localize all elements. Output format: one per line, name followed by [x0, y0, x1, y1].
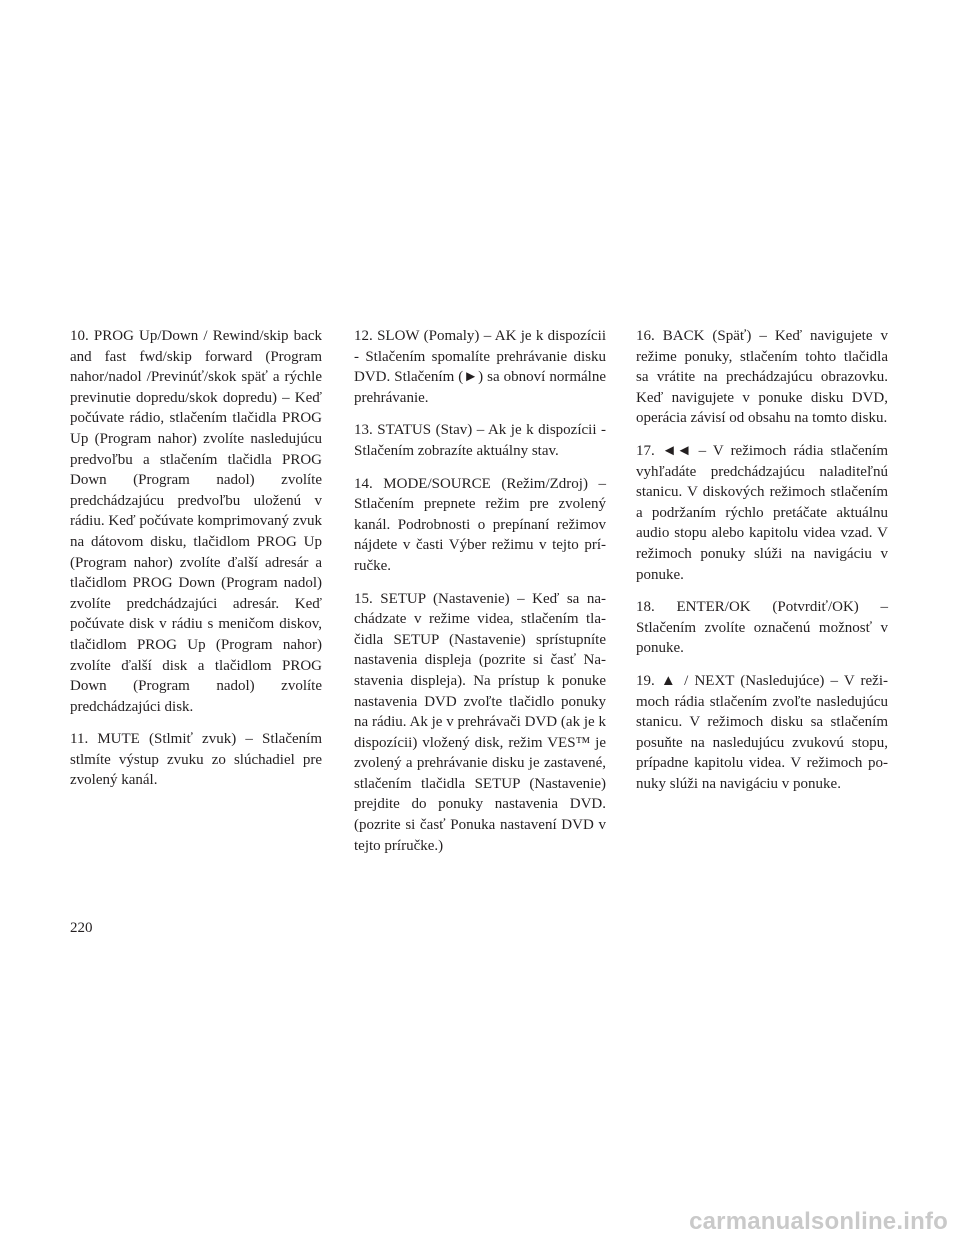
page-number: 220 — [70, 920, 93, 936]
item-13-status: 13. STATUS (Stav) – Ak je k dispozícii - Stlačením zobrazíte aktuálny stav. — [354, 422, 606, 459]
watermark-text: carmanualsonline.info — [689, 1208, 948, 1235]
item-16-back: 16. BACK (Späť) – Keď navigujete v režime ponuky, stlačením tohto tlačidla sa vrátite na prechádzajúcu obrazovku. Keď navigujete v ponuke disku DVD, operácia závisí od obsahu na tomto disku. — [636, 328, 888, 427]
item-15-setup: 15. SETUP (Nastavenie) – Keď sa nachádzate v režime videa, stlačením tlačidla SETUP (Nastavenie) sprístupníte nastavenia displeja (pozrite si časť Nastavenia displeja). Na prístup k ponuke nastavenia DVD zvoľte tlačidlo ponuky na rádiu. Ak je v prehrávači DVD (ak je k dispozícii) vložený disk, režim VES™ je zvolený a prehrávanie disku je zastavené, stlačením tlačidla SETUP (Nastavenie) prejdite do ponuky nastavenia DVD. (pozrite si časť Ponuka nastavení DVD v tejto príručke.) — [354, 590, 606, 854]
item-10-prog-up-down: 10. PROG Up/Down / Rewind/skip back and fast fwd/skip forward (Program nahor/nadol /Previnúť/skok späť a rýchle previnutie dopredu/skok dopredu) – Keď počúvate rádio, stlačením tlačidla PROG Up (Program nahor) zvolíte nasledujúcu predvoľbu a stlačením tlačidla PROG Down (Program nadol) zvolíte predchádzajúcu predvoľbu uloženú v rádiu. Keď počúvate komprimovaný zvuk na dátovom disku, tlačidlom PROG Up (Program nahor) zvolíte ďalší adresár a tlačidlom PROG Down (Program nadol) zvolíte predchádzajúci adresár. Keď počúvate disk v rádiu s meničom diskov, tlačidlom PROG Up (Program nahor) zvolíte ďalší disk a tlačidlom PROG Down (Program nadol) zvolíte predchádzajúci disk. — [70, 328, 322, 715]
text-column-3 — [636, 326, 888, 806]
item-14-mode-source: 14. MODE/SOURCE (Režim/Zdroj) – Stlačením prepnete režim pre zvolený kanál. Podrobnosti o prepínaní režimov nájdete v časti Výber režimu v tejto príručke. — [354, 475, 606, 574]
text-column-2 — [354, 326, 606, 868]
item-18-enter-ok: 18. ENTER/OK (Potvrdiť/OK) – Stlačením zvolíte označenú možnosť v ponuke. — [636, 599, 888, 657]
item-19-next: 19. ▲ / NEXT (Nasledujúce) – V režimoch rádia stlačením zvoľte nasledujúcu stanicu. V režimoch disku sa stlačením posuňte na nasledujúcu zvukovú stopu, prípadne kapitolu videa. V režimoch ponuky slúži na navigáciu v ponuke. — [636, 672, 888, 792]
item-12-slow: 12. SLOW (Pomaly) – AK je k dispozícii - Stlačením spomalíte prehrávanie disku DVD. Stlačením (►) sa obnoví normálne prehrávanie. — [354, 328, 606, 406]
item-11-mute: 11. MUTE (Stlmiť zvuk) – Stlačením stlmíte výstup zvuku zo slúchadiel pre zvolený kanál. — [70, 731, 322, 789]
text-column-1 — [70, 326, 322, 803]
item-17-rewind: 17. ◄◄ – V režimoch rádia stlačením vyhľadáte predchádzajúcu naladiteľnú stanicu. V diskových režimoch stlačením a podržaním rýchlo pretáčate aktuálnu audio stopu alebo kapitolu videa vzad. V režimoch ponuky slúži na navigáciu v ponuke. — [636, 442, 888, 583]
